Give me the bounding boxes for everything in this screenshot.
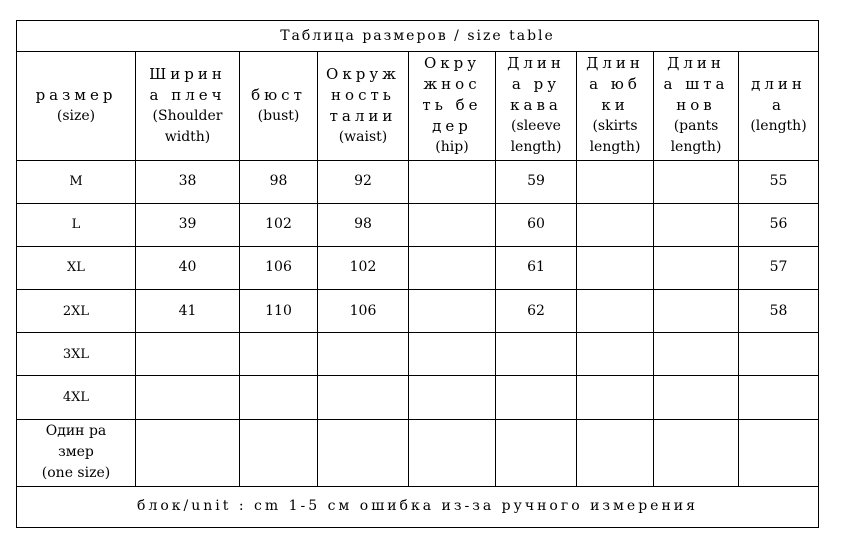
- header-en-line: (Shoulder: [152, 107, 223, 124]
- table-cell: 102: [240, 203, 318, 246]
- table-cell: [739, 376, 819, 419]
- table-cell: [409, 333, 496, 376]
- size-label: L: [17, 203, 136, 246]
- table-cell: [739, 333, 819, 376]
- size-label: 2XL: [17, 290, 136, 333]
- header-en-line: (bust): [257, 107, 300, 124]
- table-cell: 56: [739, 203, 819, 246]
- table-cell: 102: [318, 246, 409, 289]
- table-cell: [577, 160, 654, 203]
- table-cell: [409, 376, 496, 419]
- table-cell: [739, 419, 819, 486]
- column-header: [17, 52, 136, 160]
- header-en-line: (pants: [673, 118, 719, 135]
- table-cell: [654, 376, 739, 419]
- header-en-line: (sleeve: [511, 118, 561, 135]
- table-cell: 40: [136, 246, 240, 289]
- table-cell: 98: [240, 160, 318, 203]
- table-cell: 106: [240, 246, 318, 289]
- table-cell: [654, 203, 739, 246]
- table-cell: 59: [496, 160, 577, 203]
- table-cell: [409, 246, 496, 289]
- table-cell: 58: [739, 290, 819, 333]
- table-row: [17, 290, 819, 333]
- table-row: [17, 333, 819, 376]
- table-cell: [577, 333, 654, 376]
- header-en-line: (skirts: [592, 118, 638, 135]
- header-ru-line: Окруж: [326, 64, 400, 83]
- table-cell: [318, 376, 409, 419]
- table-cell: [409, 290, 496, 333]
- table-cell: 62: [496, 290, 577, 333]
- one-size-en: (one size): [41, 465, 111, 482]
- header-ru-line: размер: [35, 85, 117, 104]
- column-header: [654, 52, 739, 160]
- table-cell: [496, 333, 577, 376]
- table-cell: 39: [136, 203, 240, 246]
- column-header: [577, 52, 654, 160]
- table-cell: [136, 376, 240, 419]
- header-ru-line: Окру: [423, 54, 481, 73]
- table-cell: [654, 290, 739, 333]
- header-en-line: length): [510, 139, 562, 156]
- header-en-line: length): [589, 139, 641, 156]
- table-cell: 110: [240, 290, 318, 333]
- header-ru-line: бюст: [251, 85, 306, 104]
- size-label: 4XL: [17, 376, 136, 419]
- header-ru-line: ность: [331, 85, 395, 104]
- header-ru-line: талии: [329, 106, 397, 125]
- table-row: [17, 376, 819, 419]
- header-ru-line: а плеч: [149, 85, 226, 104]
- header-ru-line: Длин: [667, 54, 725, 73]
- size-label: M: [17, 160, 136, 203]
- table-cell: [409, 203, 496, 246]
- header-ru-line: а юб: [589, 75, 641, 94]
- header-en-line: (size): [56, 107, 96, 124]
- one-size-row: [17, 419, 819, 486]
- table-cell: 57: [739, 246, 819, 289]
- table-cell: 92: [318, 160, 409, 203]
- table-cell: 60: [496, 203, 577, 246]
- header-en-line: length): [670, 139, 722, 156]
- one-size-ru-line: змер: [58, 444, 94, 461]
- table-cell: [496, 376, 577, 419]
- table-row: [17, 246, 819, 289]
- column-header: [318, 52, 409, 160]
- table-cell: [409, 419, 496, 486]
- column-header: [136, 52, 240, 160]
- header-ru-line: Ширин: [149, 64, 226, 83]
- header-ru-line: ть бе: [422, 96, 482, 115]
- table-cell: [136, 333, 240, 376]
- table-cell: 38: [136, 160, 240, 203]
- header-en-line: (length): [750, 118, 807, 135]
- header-ru-line: кава: [510, 96, 562, 115]
- table-cell: [577, 290, 654, 333]
- table-cell: [240, 376, 318, 419]
- table-cell: [496, 419, 577, 486]
- header-ru-line: а: [772, 96, 785, 115]
- header-ru-line: а шта: [663, 75, 729, 94]
- table-row: [17, 203, 819, 246]
- header-row: [17, 52, 819, 160]
- one-size-ru-line: Один ра: [45, 423, 107, 440]
- table-cell: [577, 203, 654, 246]
- table-cell: [577, 246, 654, 289]
- table-cell: [409, 160, 496, 203]
- table-cell: [654, 160, 739, 203]
- header-en-line: width): [164, 128, 211, 145]
- one-size-label: [17, 419, 136, 486]
- header-en-line: (waist): [338, 128, 388, 145]
- footer-note: блок/unit : cm 1-5 см ошибка из-за ручного измерения: [17, 486, 819, 527]
- header-ru-line: нов: [676, 96, 716, 115]
- column-header: [496, 52, 577, 160]
- table-cell: 106: [318, 290, 409, 333]
- header-ru-line: Длин: [507, 54, 565, 73]
- table-cell: [654, 333, 739, 376]
- table-cell: 55: [739, 160, 819, 203]
- size-table: [16, 20, 819, 528]
- column-header: [240, 52, 318, 160]
- table-cell: [318, 333, 409, 376]
- size-label: XL: [17, 246, 136, 289]
- header-ru-line: длин: [751, 75, 806, 94]
- table-cell: [240, 419, 318, 486]
- table-cell: [654, 246, 739, 289]
- size-label: 3XL: [17, 333, 136, 376]
- column-header: [739, 52, 819, 160]
- table-row: [17, 160, 819, 203]
- table-cell: 98: [318, 203, 409, 246]
- header-ru-line: дер: [432, 117, 472, 136]
- table-title: Таблица размеров / size table: [17, 21, 819, 52]
- table-cell: [136, 419, 240, 486]
- header-ru-line: Длин: [586, 54, 644, 73]
- table-cell: 61: [496, 246, 577, 289]
- table-cell: [577, 376, 654, 419]
- header-ru-line: а ру: [511, 75, 561, 94]
- header-ru-line: ки: [601, 96, 629, 115]
- table-cell: [318, 419, 409, 486]
- table-cell: 41: [136, 290, 240, 333]
- column-header: [409, 52, 496, 160]
- table-cell: [577, 419, 654, 486]
- header-en-line: (hip): [435, 139, 469, 156]
- table-cell: [654, 419, 739, 486]
- table-cell: [240, 333, 318, 376]
- header-ru-line: жнос: [423, 75, 481, 94]
